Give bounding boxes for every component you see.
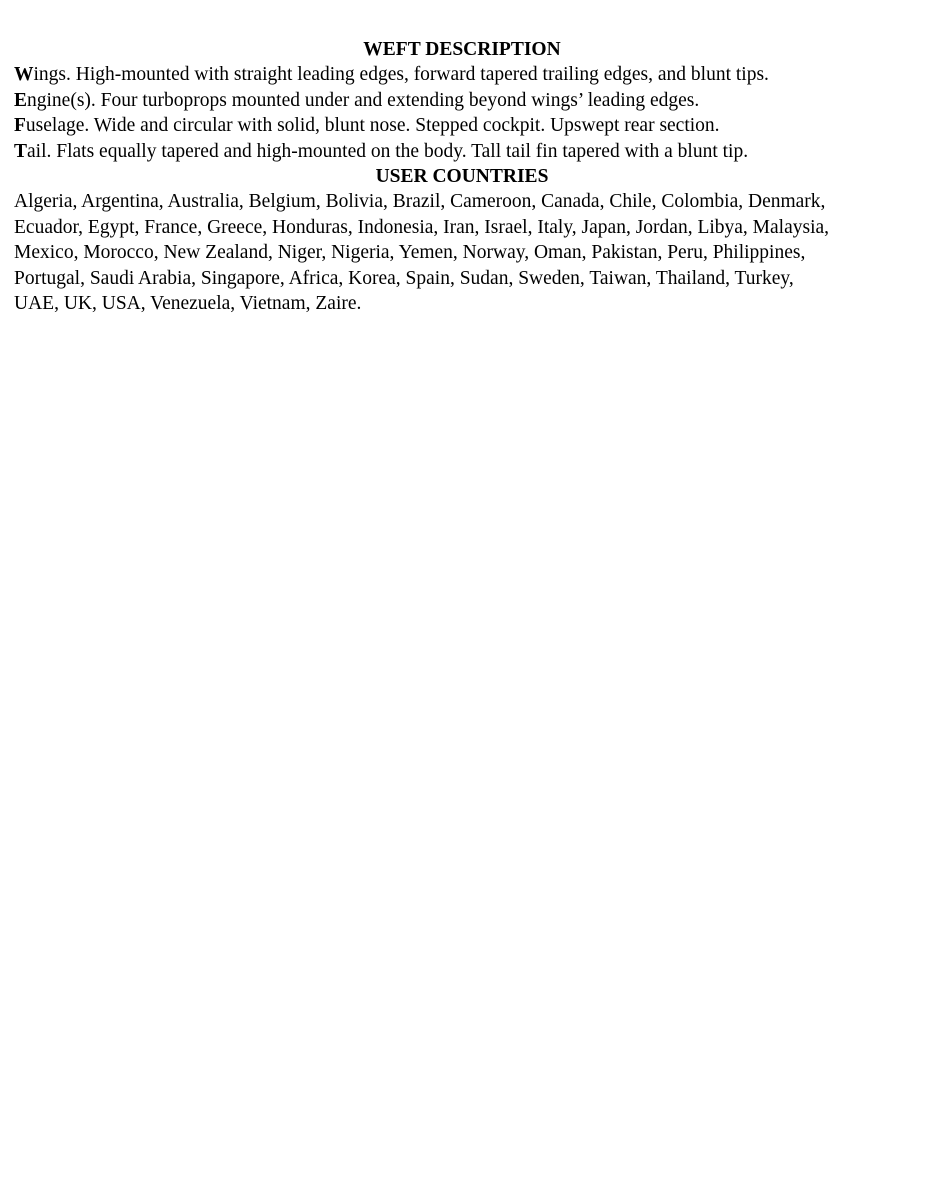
weft-line-lead-letter: F [14,115,26,137]
weft-line-text: ngine(s). Four turboprops mounted under and extending beyond wings’ leading edges. [27,89,700,111]
countries-line: Portugal, Saudi Arabia, Singapore, Africa, Korea, Spain, Sudan, Sweden, Taiwan, Thailand, Turkey, [14,267,794,289]
countries-line: UAE, UK, USA, Venezuela, Vietnam, Zaire. [14,293,362,315]
weft-line-engines [14,88,910,113]
weft-line-text: ail. Flats equally tapered and high-mounted on the body. Tall tail fin tapered with a blunt tip. [27,140,749,162]
weft-line-wings [14,62,910,87]
weft-line-lead-letter: W [14,64,34,86]
weft-line-fuselage [14,113,910,138]
weft-line-lead-letter: T [14,140,28,162]
weft-description-heading: WEFT DESCRIPTION [363,39,561,60]
countries-line: Algeria, Argentina, Australia, Belgium, Bolivia, Brazil, Cameroon, Canada, Chile, Colombia, Denmark, [14,191,826,213]
weft-line-lead-letter: E [14,89,28,111]
countries-line: Ecuador, Egypt, France, Greece, Honduras, Indonesia, Iran, Israel, Italy, Japan, Jordan, Libya, Malaysia, [14,216,830,238]
weft-line-text: uselage. Wide and circular with solid, blunt nose. Stepped cockpit. Upswept rear section. [25,115,720,137]
user-countries-heading: USER COUNTRIES [375,166,549,188]
weft-line-text: ings. High-mounted with straight leading edges, forward tapered trailing edges, and blunt tips. [33,64,769,86]
weft-line-tail [14,139,910,164]
countries-line: Mexico, Morocco, New Zealand, Niger, Nigeria, Yemen, Norway, Oman, Pakistan, Peru, Philippines, [14,242,806,264]
